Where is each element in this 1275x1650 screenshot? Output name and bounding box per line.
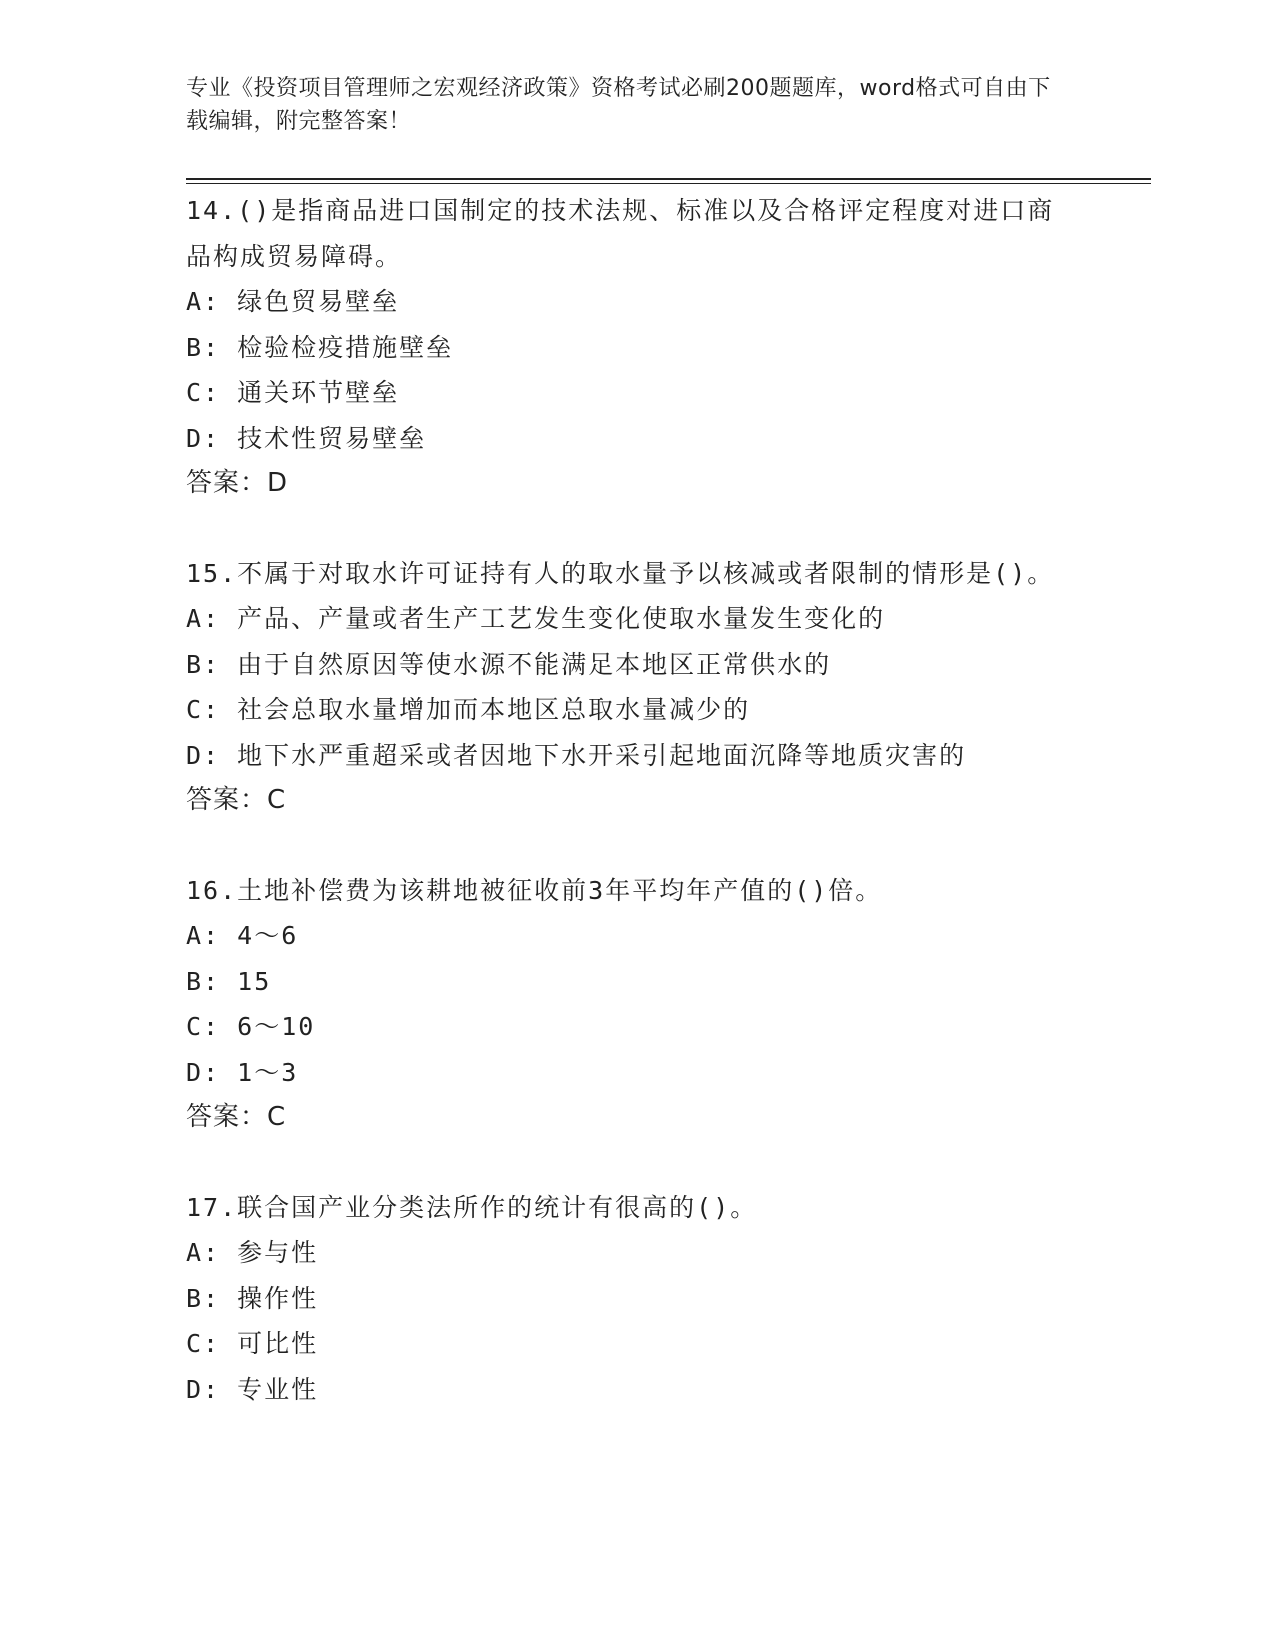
answer: 答案：D [186, 468, 289, 498]
question-15 [186, 551, 1086, 824]
answer: 答案：C [186, 1102, 287, 1132]
option-a: A: 绿色贸易壁垒 [186, 287, 400, 316]
question-stem: 16.土地补偿费为该耕地被征收前3年平均年产值的()倍。 [186, 875, 883, 905]
option-b: B: 15 [186, 966, 272, 996]
answer: 答案：C [186, 785, 287, 815]
header-rule-thin [186, 183, 1151, 184]
option-c: C: 可比性 [186, 1329, 319, 1358]
question-16 [186, 868, 1086, 1141]
question-stem: 14.()是指商品进口国制定的技术法规、标准以及合格评定程度对进口商品构成贸易障碍。 [186, 196, 1055, 271]
question-stem: 15.不属于对取水许可证持有人的取水量予以核减或者限制的情形是()。 [186, 558, 1055, 588]
option-d: D: 地下水严重超采或者因地下水开采引起地面沉降等地质灾害的 [186, 740, 967, 770]
option-c: C: 社会总取水量增加而本地区总取水量减少的 [186, 695, 751, 724]
option-a: A: 4～6 [186, 921, 299, 950]
option-b: B: 检验检疫措施壁垒 [186, 332, 454, 362]
page-header: 专业《投资项目管理师之宏观经济政策》资格考试必刷200题题库，word格式可自由下载编辑，附完整答案！ [186, 76, 1051, 134]
question-stem: 17.联合国产业分类法所作的统计有很高的()。 [186, 1192, 758, 1222]
option-a: A: 产品、产量或者生产工艺发生变化使取水量发生变化的 [186, 604, 886, 633]
option-d: D: 1～3 [186, 1057, 299, 1087]
header-rule [186, 178, 1151, 180]
option-d: D: 专业性 [186, 1374, 319, 1404]
option-a: A: 参与性 [186, 1238, 319, 1267]
option-c: C: 6～10 [186, 1012, 316, 1041]
question-list [186, 188, 1086, 1456]
option-c: C: 通关环节壁垒 [186, 378, 400, 407]
question-17 [186, 1185, 1086, 1413]
option-b: B: 由于自然原因等使水源不能满足本地区正常供水的 [186, 649, 832, 679]
option-d: D: 技术性贸易壁垒 [186, 423, 427, 453]
question-14 [186, 188, 1086, 507]
option-b: B: 操作性 [186, 1283, 319, 1313]
